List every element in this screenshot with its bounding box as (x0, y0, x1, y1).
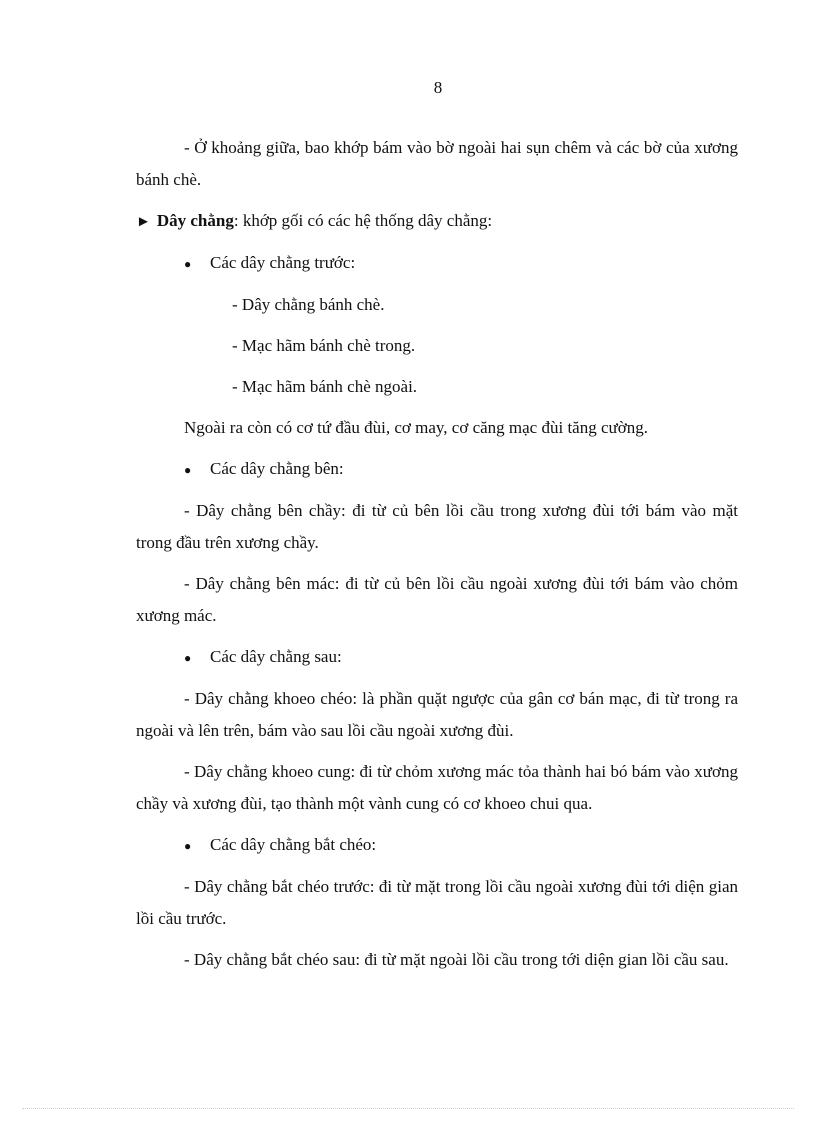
paragraph: - Dây chằng bắt chéo sau: đi từ mặt ngoài lồi cầu trong tới diện gian lồi cầu sau. (184, 950, 729, 969)
page-number: 8 (433, 78, 443, 97)
bullet-icon: ● (184, 651, 192, 665)
bullet-text: Các dây chằng sau: (210, 647, 342, 666)
bullet-item (184, 453, 738, 486)
bullet-item (184, 641, 738, 674)
bullet-icon: ● (184, 839, 192, 853)
bullet-item (184, 829, 738, 862)
paragraph: - Dây chằng bên mác: đi từ củ bên lồi cầu ngoài xương đùi tới bám vào chỏm xương mác. (136, 574, 738, 625)
sub-item: - Mạc hãm bánh chè trong. (232, 336, 416, 355)
sub-item: - Mạc hãm bánh chè ngoài. (232, 377, 418, 396)
heading-text: : khớp gối có các hệ thống dây chằng: (233, 211, 493, 230)
document-body (136, 132, 738, 985)
paragraph: - Dây chằng bên chầy: đi từ củ bên lồi cầu trong xương đùi tới bám vào mặt trong đầu trên xương chầy. (136, 501, 738, 552)
bullet-text: Các dây chằng bắt chéo: (210, 835, 377, 854)
arrow-icon: ► (136, 214, 151, 230)
paragraph: - Dây chằng khoeo cung: đi từ chỏm xương mác tỏa thành hai bó bám vào xương chầy và xương đùi, tạo thành một vành cung có cơ khoeo chui qua. (136, 762, 738, 813)
page-footer-divider (22, 1108, 794, 1109)
bullet-text: Các dây chằng trước: (210, 253, 356, 272)
bullet-icon: ● (184, 257, 192, 271)
bullet-item (184, 247, 738, 280)
paragraph: - Dây chằng bắt chéo trước: đi từ mặt trong lồi cầu ngoài xương đùi tới diện gian lồi cầu trước. (136, 877, 738, 928)
heading-bold-text: Dây chằng (156, 211, 234, 230)
paragraph: - Ở khoảng giữa, bao khớp bám vào bờ ngoài hai sụn chêm và các bờ của xương bánh chè. (136, 138, 738, 189)
bullet-text: Các dây chằng bên: (210, 459, 344, 478)
bullet-icon: ● (184, 463, 192, 477)
section-heading (136, 205, 738, 238)
paragraph: Ngoài ra còn có cơ tứ đầu đùi, cơ may, cơ căng mạc đùi tăng cường. (184, 418, 648, 437)
paragraph: - Dây chằng khoeo chéo: là phần quặt ngược của gân cơ bán mạc, đi từ trong ra ngoài và lên trên, bám vào sau lồi cầu ngoài xương đùi. (136, 689, 738, 740)
sub-item: - Dây chằng bánh chè. (232, 295, 385, 314)
